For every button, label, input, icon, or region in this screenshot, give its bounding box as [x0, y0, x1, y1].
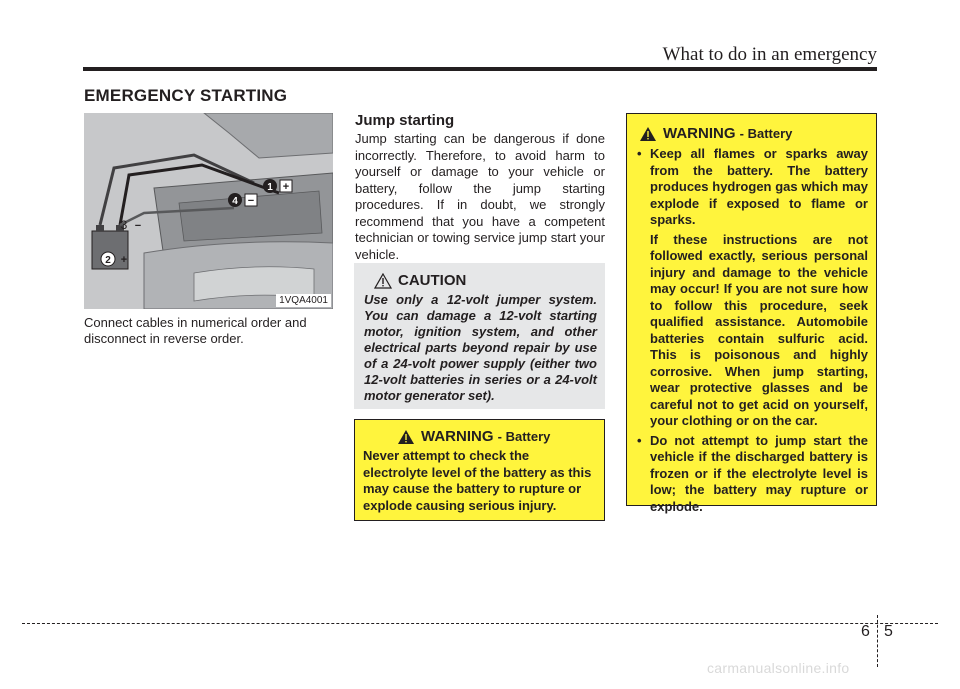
marker-3-label: 3 — [120, 218, 128, 232]
header-title: What to do in an emergency — [662, 44, 877, 65]
marker-4-label: 4 — [232, 196, 238, 207]
warning-bullet-frozen: • Do not attempt to jump start the vehicle if the discharged battery is frozen or if the electrolyte level is low; the battery may rupture or explode. — [637, 433, 868, 516]
warning-sub-large: - Battery — [739, 126, 793, 141]
page-number: 5 — [884, 623, 893, 640]
warning-heading-row-small — [397, 428, 596, 445]
caution-triangle-icon — [374, 273, 392, 289]
caution-heading-row — [374, 272, 597, 289]
warning-heading-small: WARNING — [421, 428, 494, 445]
warning-text-small: Never attempt to check the electrolyte level of the battery as this may cause the battery to rupture or explode causing serious injury. — [363, 448, 592, 513]
watermark: carmanualsonline.info — [707, 660, 850, 676]
warning-triangle-icon — [397, 429, 415, 445]
engine-bay-drawing — [84, 113, 333, 309]
marker-2-label: 2 — [105, 255, 111, 266]
warning-sub-small: - Battery — [497, 429, 551, 444]
warning-paragraph-instructions: If these instructions are not followed exactly, serious personal injury and damage to the vehicle may occur! If you are not sure how to follow this procedure, seek qualified assistance. Automobile batteries contain sulfuric acid. This is poisonous and highly corrosive. When jump starting, wear protective glasses and be careful not to get acid on yourself, your clothing or on the car. — [650, 231, 868, 428]
battery-warning-box-small — [354, 419, 605, 521]
caution-heading: CAUTION — [398, 272, 467, 289]
jump-starting-text: Jump starting can be dangerous if done incorrectly. Therefore, to avoid harm to yourself or damage to your vehicle or battery, follow the jump starting procedures. If in doubt, we strongly recommend that you have a competent technician or towing service jump start your vehicle. — [355, 131, 605, 262]
footer-rule — [22, 623, 938, 624]
figure-code: 1VQA4001 — [276, 294, 331, 307]
warning-heading-row-large — [639, 125, 868, 142]
figure-caption: Connect cables in numerical order and disconnect in reverse order. — [84, 315, 307, 346]
marker-4-sign: − — [247, 195, 255, 207]
section-title: EMERGENCY STARTING — [84, 86, 288, 105]
jump-start-illustration — [84, 113, 333, 309]
header-rule — [83, 67, 877, 71]
warning-triangle-icon — [639, 126, 657, 142]
caution-text: Use only a 12-volt jumper system. You can damage a 12-volt starting motor, ignition system, and other electrical parts beyond repair by use of a 24-volt power supply (either two 12-volt batteries in series or a 24-volt motor generator set). — [364, 292, 597, 403]
marker-1-sign: + — [282, 181, 290, 193]
warning-bullet-flames: • Keep all flames or sparks away from the battery. The battery produces hydrogen gas which may explode if exposed to flame or sparks. — [637, 146, 868, 229]
marker-1-label: 1 — [267, 182, 273, 193]
marker-2-sign: + — [120, 254, 128, 266]
caution-box — [354, 263, 605, 409]
battery-warning-box-large — [626, 113, 877, 514]
page-divider — [877, 615, 878, 667]
warning-heading-large: WARNING — [663, 125, 736, 142]
jump-starting-title: Jump starting — [355, 112, 455, 129]
chapter-number: 6 — [861, 623, 870, 640]
marker-3-sign: − — [134, 220, 142, 232]
